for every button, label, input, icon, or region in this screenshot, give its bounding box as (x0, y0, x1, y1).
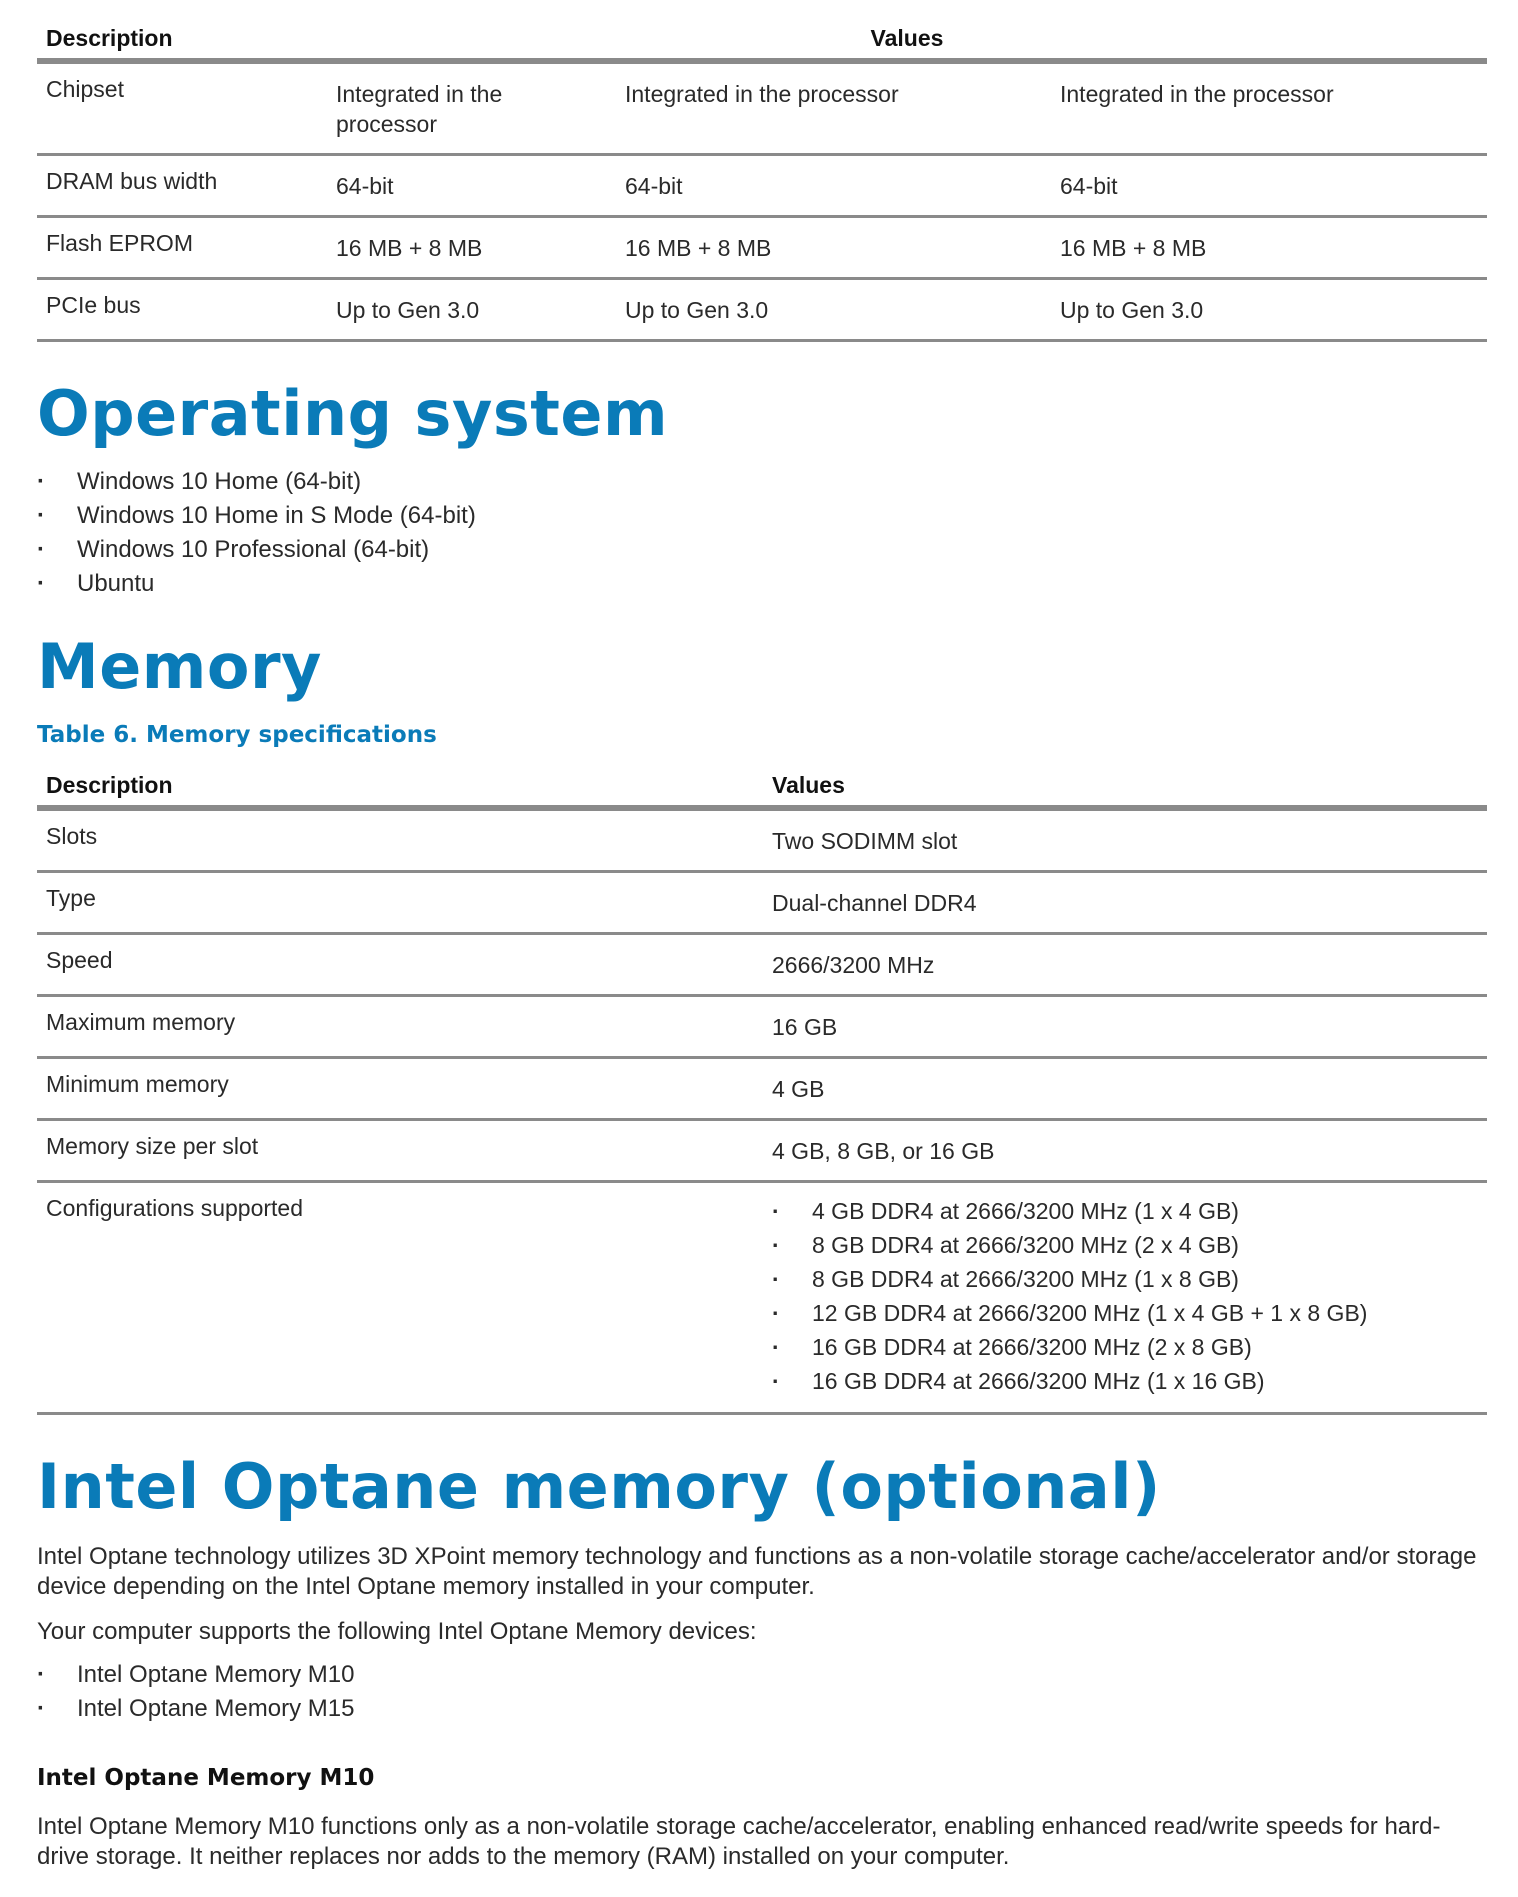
table-header-row (37, 22, 1487, 61)
config-cell (763, 1182, 1487, 1414)
optane-intro: Intel Optane technology utilizes 3D XPoint memory technology and functions as a non-volatile storage cache/accelerator and/or storage device depending on the Intel Optane memory installed in your computer. (37, 1543, 1477, 1600)
list-item: · Windows 10 Home (64-bit) (37, 465, 476, 499)
row-value: Dual-channel DDR4 (763, 872, 1487, 934)
table-row (37, 872, 1487, 934)
processor-spec-table (37, 22, 1487, 342)
table-header-row (37, 769, 1487, 808)
header-values: Values (327, 22, 1487, 61)
table-row (37, 996, 1487, 1058)
list-item: · Intel Optane Memory M10 (37, 1658, 354, 1692)
table-row (37, 279, 1487, 341)
list-item: · 8 GB DDR4 at 2666/3200 MHz (1 x 8 GB) (772, 1262, 1478, 1296)
row-label: Configurations supported (37, 1182, 763, 1414)
table-row (37, 61, 1487, 155)
config-list (772, 1194, 1478, 1398)
row-value: Up to Gen 3.0 (327, 279, 616, 341)
row-value: 16 MB + 8 MB (1051, 217, 1487, 279)
os-heading: Operating system (37, 377, 669, 450)
memory-spec-table (37, 769, 1487, 1415)
row-value: 16 GB (763, 996, 1487, 1058)
list-item: · Windows 10 Professional (64-bit) (37, 533, 476, 567)
row-value: Up to Gen 3.0 (616, 279, 1051, 341)
table-row (37, 155, 1487, 217)
row-value: 16 MB + 8 MB (327, 217, 616, 279)
row-value: 4 GB (763, 1058, 1487, 1120)
memory-heading: Memory (37, 630, 322, 703)
table-row (37, 1120, 1487, 1182)
row-label: Slots (37, 808, 763, 872)
row-label: Maximum memory (37, 996, 763, 1058)
list-item: · 16 GB DDR4 at 2666/3200 MHz (2 x 8 GB) (772, 1330, 1478, 1364)
row-label: Chipset (37, 61, 327, 155)
os-list (37, 465, 476, 601)
table-row (37, 808, 1487, 872)
table-row (37, 1182, 1487, 1414)
list-item: · 16 GB DDR4 at 2666/3200 MHz (1 x 16 GB) (772, 1364, 1478, 1398)
m10-subheading: Intel Optane Memory M10 (37, 1765, 375, 1791)
row-value: Integrated in the processor (616, 61, 1051, 155)
row-value: 64-bit (1051, 155, 1487, 217)
header-description: Description (37, 22, 327, 61)
row-label: Type (37, 872, 763, 934)
table-row (37, 1058, 1487, 1120)
row-value: 2666/3200 MHz (763, 934, 1487, 996)
m10-description: Intel Optane Memory M10 functions only as a non-volatile storage cache/accelerator, enabling enhanced read/write speeds for hard-drive storage. It neither replaces nor adds to the memory (RAM) installed on your computer. (37, 1813, 1441, 1870)
table-caption: Table 6. Memory specifications (37, 722, 437, 748)
row-label: Memory size per slot (37, 1120, 763, 1182)
row-value: 4 GB, 8 GB, or 16 GB (763, 1120, 1487, 1182)
list-item: · Windows 10 Home in S Mode (64-bit) (37, 499, 476, 533)
table-row (37, 934, 1487, 996)
row-value: 64-bit (327, 155, 616, 217)
row-label: Flash EPROM (37, 217, 327, 279)
row-value: 64-bit (616, 155, 1051, 217)
list-item: · Intel Optane Memory M15 (37, 1692, 354, 1726)
row-value: Integrated in the processor (1051, 61, 1487, 155)
header-description: Description (37, 769, 763, 808)
optane-supports: Your computer supports the following Intel Optane Memory devices: (37, 1618, 757, 1645)
row-value: 16 MB + 8 MB (616, 217, 1051, 279)
list-item: · 4 GB DDR4 at 2666/3200 MHz (1 x 4 GB) (772, 1194, 1478, 1228)
row-label: PCIe bus (37, 279, 327, 341)
list-item: · 12 GB DDR4 at 2666/3200 MHz (1 x 4 GB + 1 x 8 GB) (772, 1296, 1478, 1330)
table-row (37, 217, 1487, 279)
optane-heading: Intel Optane memory (optional) (37, 1450, 1161, 1523)
row-value: Two SODIMM slot (763, 808, 1487, 872)
list-item: · 8 GB DDR4 at 2666/3200 MHz (2 x 4 GB) (772, 1228, 1478, 1262)
optane-device-list (37, 1658, 354, 1726)
header-values: Values (763, 769, 1487, 808)
row-value: Up to Gen 3.0 (1051, 279, 1487, 341)
row-label: DRAM bus width (37, 155, 327, 217)
row-label: Speed (37, 934, 763, 996)
row-value: Integrated in the processor (327, 61, 616, 155)
list-item: · Ubuntu (37, 567, 476, 601)
row-label: Minimum memory (37, 1058, 763, 1120)
